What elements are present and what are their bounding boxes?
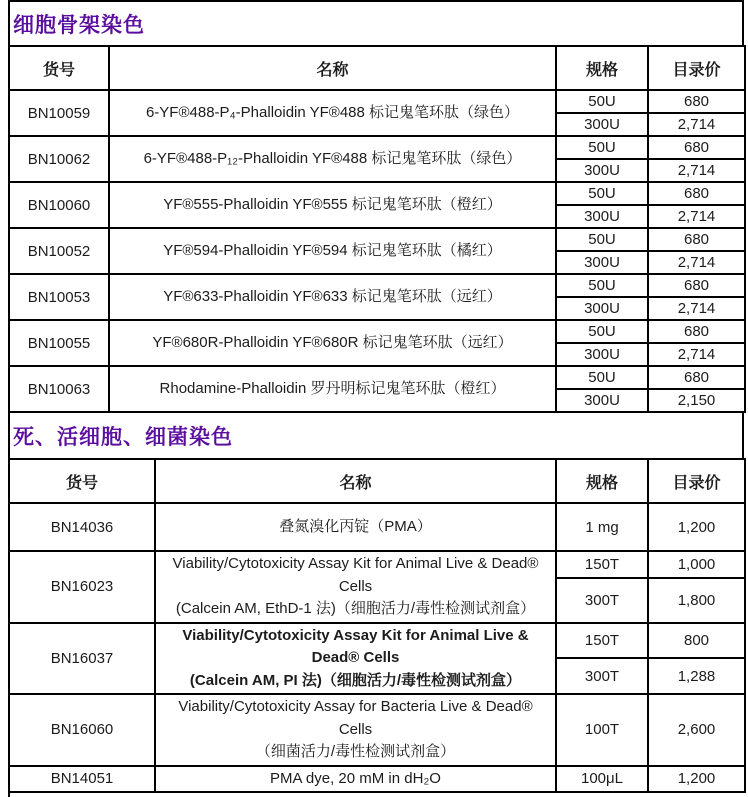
spec-cell: 100T <box>556 694 648 766</box>
section-title-bar-live-dead <box>8 413 744 458</box>
name-cell: Rhodamine-Phalloidin 罗丹明标记鬼笔环肽（橙红） <box>109 366 556 412</box>
catalog-cell: BN10063 <box>9 366 109 412</box>
price-cell: 680 <box>648 90 745 113</box>
table-row <box>9 320 745 343</box>
column-header-name: 名称 <box>155 459 556 503</box>
catalog-cell: BN10053 <box>9 274 109 320</box>
name-cell <box>155 694 556 766</box>
catalog-cell: BN10059 <box>9 90 109 136</box>
name-cell: PMA dye, 20 mM in dH₂O <box>155 766 556 793</box>
column-header-spec: 规格 <box>556 46 648 90</box>
column-header-spec: 规格 <box>556 459 648 503</box>
table-row <box>9 182 745 205</box>
cytoskeleton-price-table <box>8 45 746 413</box>
price-cell: 680 <box>648 136 745 159</box>
catalog-cell: BN16060 <box>9 694 155 766</box>
spec-cell: 50U <box>556 320 648 343</box>
spec-cell: 300U <box>556 343 648 366</box>
name-cell <box>155 623 556 695</box>
page-left-border-tail <box>8 793 10 797</box>
table-row <box>9 366 745 389</box>
spec-cell: 300U <box>556 297 648 320</box>
table-row <box>9 623 745 659</box>
spec-cell: 300T <box>556 578 648 623</box>
name-cell: YF®555-Phalloidin YF®555 标记鬼笔环肽（橙红） <box>109 182 556 228</box>
table-row <box>9 90 745 113</box>
price-cell: 680 <box>648 320 745 343</box>
table-row <box>9 274 745 297</box>
catalog-cell: BN16037 <box>9 623 155 695</box>
catalog-cell: BN16023 <box>9 551 155 623</box>
table-row <box>9 694 745 766</box>
name-line-2: (Calcein AM, PI 法)（细胞活力/毒性检测试剂盒） <box>189 671 522 689</box>
catalog-cell: BN10060 <box>9 182 109 228</box>
name-line-1: Viability/Cytotoxicity Assay for Bacteria Live & Dead® Cells <box>178 698 533 738</box>
name-cell: 6-YF®488-P₄-Phalloidin YF®488 标记鬼笔环肽（绿色） <box>109 90 556 136</box>
table-header-row <box>9 459 745 503</box>
spec-cell: 50U <box>556 366 648 389</box>
spec-cell: 300T <box>556 658 648 694</box>
column-header-price: 目录价 <box>648 46 745 90</box>
price-cell: 2,714 <box>648 297 745 320</box>
table-row <box>9 228 745 251</box>
price-cell: 2,714 <box>648 343 745 366</box>
catalog-cell: BN10062 <box>9 136 109 182</box>
price-cell: 2,714 <box>648 251 745 274</box>
section-title-cytoskeleton: 细胞骨架染色 <box>13 13 145 37</box>
table-row <box>9 551 745 578</box>
name-line-1: Viability/Cytotoxicity Assay Kit for Animal Live & Dead® Cells <box>182 626 529 666</box>
spec-cell: 100μL <box>556 766 648 793</box>
price-cell: 2,714 <box>648 113 745 136</box>
column-header-catalog: 货号 <box>9 46 109 90</box>
section-title-bar-cytoskeleton <box>8 0 744 45</box>
price-cell: 2,714 <box>648 159 745 182</box>
name-cell: YF®594-Phalloidin YF®594 标记鬼笔环肽（橘红） <box>109 228 556 274</box>
price-list-document <box>8 0 744 797</box>
spec-cell: 50U <box>556 182 648 205</box>
spec-cell: 150T <box>556 623 648 659</box>
live-dead-price-table <box>8 458 746 793</box>
catalog-cell: BN14036 <box>9 503 155 551</box>
price-cell: 680 <box>648 228 745 251</box>
spec-cell: 300U <box>556 389 648 412</box>
table-row <box>9 503 745 551</box>
price-cell: 800 <box>648 623 745 659</box>
price-cell: 2,600 <box>648 694 745 766</box>
column-header-catalog: 货号 <box>9 459 155 503</box>
spec-cell: 300U <box>556 251 648 274</box>
price-cell: 680 <box>648 182 745 205</box>
spec-cell: 300U <box>556 205 648 228</box>
column-header-name: 名称 <box>109 46 556 90</box>
spec-cell: 50U <box>556 136 648 159</box>
spec-cell: 50U <box>556 274 648 297</box>
spec-cell: 300U <box>556 159 648 182</box>
name-line-1: Viability/Cytotoxicity Assay Kit for Animal Live & Dead® Cells <box>172 555 539 595</box>
catalog-cell: BN10052 <box>9 228 109 274</box>
catalog-cell: BN14051 <box>9 766 155 793</box>
name-cell <box>155 551 556 623</box>
table-header-row <box>9 46 745 90</box>
spec-cell: 50U <box>556 228 648 251</box>
column-header-price: 目录价 <box>648 459 745 503</box>
price-cell: 1,000 <box>648 551 745 578</box>
name-cell: 6-YF®488-P₁₂-Phalloidin YF®488 标记鬼笔环肽（绿色） <box>109 136 556 182</box>
spec-cell: 150T <box>556 551 648 578</box>
spec-cell: 300U <box>556 113 648 136</box>
table-row <box>9 766 745 793</box>
price-cell: 1,200 <box>648 766 745 793</box>
price-cell: 1,800 <box>648 578 745 623</box>
spec-cell: 50U <box>556 90 648 113</box>
spec-cell: 1 mg <box>556 503 648 551</box>
catalog-cell: BN10055 <box>9 320 109 366</box>
name-cell: YF®633-Phalloidin YF®633 标记鬼笔环肽（远红） <box>109 274 556 320</box>
price-cell: 680 <box>648 274 745 297</box>
price-cell: 1,200 <box>648 503 745 551</box>
price-cell: 680 <box>648 366 745 389</box>
name-cell: YF®680R-Phalloidin YF®680R 标记鬼笔环肽（远红） <box>109 320 556 366</box>
name-cell: 叠氮溴化丙锭（PMA） <box>155 503 556 551</box>
name-line-2: (Calcein AM, EthD-1 法)（细胞活力/毒性检测试剂盒） <box>175 600 536 617</box>
name-line-2: （细菌活力/毒性检测试剂盒） <box>255 743 456 760</box>
table-row <box>9 136 745 159</box>
section-title-live-dead: 死、活细胞、细菌染色 <box>13 425 233 449</box>
price-cell: 2,150 <box>648 389 745 412</box>
price-cell: 1,288 <box>648 658 745 694</box>
price-cell: 2,714 <box>648 205 745 228</box>
